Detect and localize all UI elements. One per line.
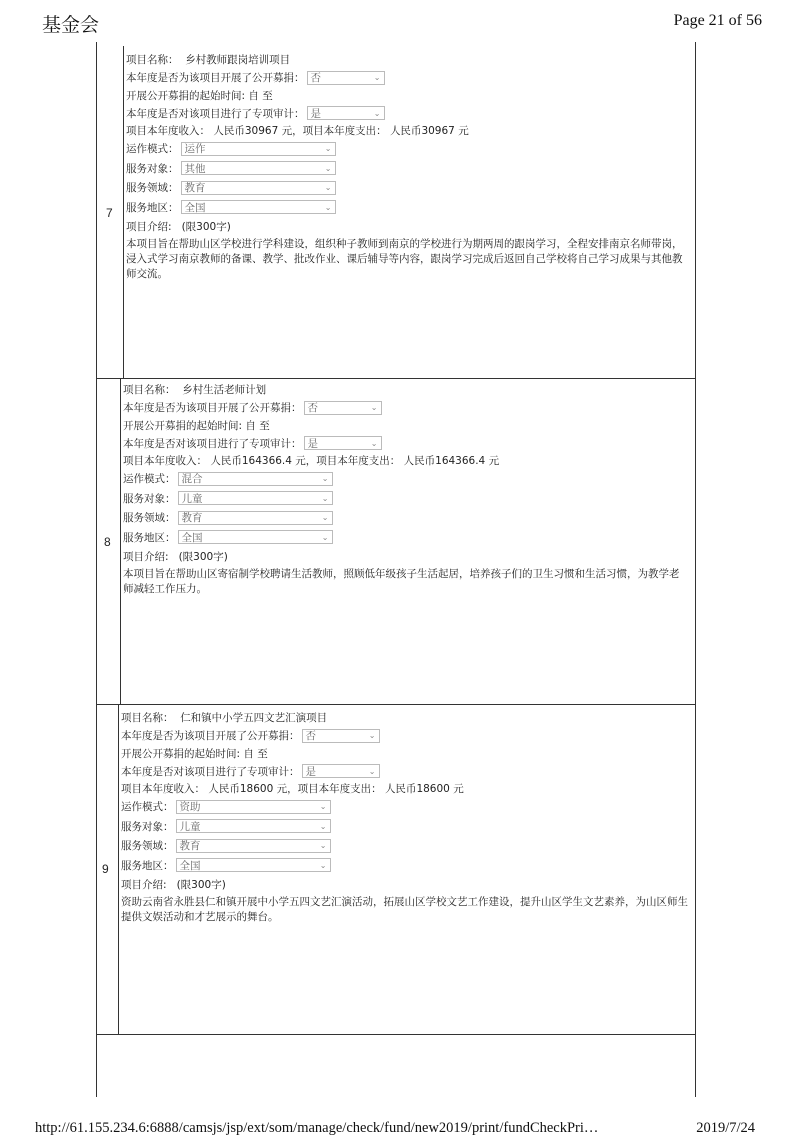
field-row: 服务领域： 教育 ⌄: [126, 178, 686, 198]
audit-select[interactable]: 是 ⌄: [302, 764, 380, 778]
income-value: 30967: [244, 125, 279, 137]
expense-value: 18600: [416, 783, 450, 795]
row-number: 8: [104, 535, 111, 549]
audit-select[interactable]: 是 ⌄: [304, 436, 382, 450]
area-select[interactable]: 全国 ⌄: [181, 200, 336, 214]
mode-select[interactable]: 混合 ⌄: [178, 472, 333, 486]
area-row: 服务地区： 全国 ⌄: [123, 528, 688, 548]
project-name: 乡村生活老师计划: [182, 384, 267, 396]
mode-row: 运作模式： 混合 ⌄: [123, 469, 688, 489]
area-select[interactable]: 全国 ⌄: [176, 858, 331, 872]
project-block: [123, 382, 688, 597]
project-name-line: 项目名称： 乡村教师跟岗培训项目: [126, 54, 291, 66]
chevron-down-icon: ⌄: [370, 438, 378, 448]
mode-row: 运作模式： 资助 ⌄: [121, 797, 688, 817]
foundation-header-title: 基金会: [42, 14, 100, 36]
mode-select[interactable]: 运作 ⌄: [181, 142, 336, 156]
chevron-down-icon: ⌄: [368, 731, 376, 741]
target-select[interactable]: 其他 ⌄: [181, 161, 336, 175]
public-raise-row: 本年度是否为该项目开展了公开募捐： 否 ⌄: [126, 68, 686, 88]
project-description: 本项目旨在帮助山区学校进行学科建设，组织种子教师到南京的学校进行为期两周的跟岗学习，全程安排南京名师带岗，浸入式学习南京教师的备课、教学、批改作业、课后辅导等内容，跟岗学习完成后返回自己学校将自己学习成果与其他教师交流。: [126, 238, 683, 280]
row9-bottom: [96, 1034, 696, 1035]
chevron-down-icon: ⌄: [319, 821, 327, 831]
income-expense-line: 项目本年度收入： 人民币164366.4 元，项目本年度支出： 人民币164366.4 元: [123, 455, 500, 467]
income-expense-line: 项目本年度收入： 人民币30967 元，项目本年度支出： 人民币30967 元: [126, 125, 469, 137]
public-raise-select[interactable]: 否 ⌄: [302, 729, 380, 743]
raise-time-line: 开展公开募捐的起始时间: 自 至: [123, 419, 270, 432]
field-select[interactable]: 教育 ⌄: [178, 511, 333, 525]
row-number: 9: [102, 862, 109, 876]
intro-label: 项目介绍: (限300字): [121, 879, 226, 891]
public-raise-row: 本年度是否为该项目开展了公开募捐： 否 ⌄: [123, 398, 688, 418]
public-raise-select[interactable]: 否 ⌄: [307, 71, 385, 85]
chevron-down-icon: ⌄: [321, 493, 329, 503]
page-number: Page 21 of 56: [673, 12, 762, 29]
chevron-down-icon: ⌄: [373, 108, 381, 118]
audit-row: 本年度是否对该项目进行了专项审计： 是 ⌄: [126, 104, 686, 124]
chevron-down-icon: ⌄: [370, 403, 378, 413]
chevron-down-icon: ⌄: [324, 183, 332, 193]
income-value: 18600: [239, 783, 274, 795]
chevron-down-icon: ⌄: [319, 802, 327, 812]
public-raise-row: 本年度是否为该项目开展了公开募捐： 否 ⌄: [121, 726, 688, 746]
income-value: 164366.4: [241, 455, 292, 467]
target-select[interactable]: 儿童 ⌄: [176, 819, 331, 833]
chevron-down-icon: ⌄: [368, 766, 376, 776]
row8-divider: [120, 378, 121, 704]
intro-label: 项目介绍: (限300字): [126, 221, 231, 233]
audit-select[interactable]: 是 ⌄: [307, 106, 385, 120]
footer-date: 2019/7/24: [696, 1120, 755, 1136]
public-raise-select[interactable]: 否 ⌄: [304, 401, 382, 415]
row-number: 7: [106, 206, 113, 220]
expense-value: 30967: [421, 125, 455, 137]
target-row: 服务对象： 儿童 ⌄: [121, 817, 688, 837]
field-select[interactable]: 教育 ⌄: [181, 181, 336, 195]
row8-bottom: [96, 704, 696, 705]
table-right-border: [695, 42, 696, 1097]
project-description: 本项目旨在帮助山区寄宿制学校聘请生活教师，照顾低年级孩子生活起居，培养孩子们的卫生习惯和生活习惯，为教学老师减轻工作压力。: [123, 568, 680, 595]
chevron-down-icon: ⌄: [324, 202, 332, 212]
project-description: 资助云南省永胜县仁和镇开展中小学五四文艺汇演活动，拓展山区学校文艺工作建设，提升山区学生文艺素养，为山区师生提供文娱活动和才艺展示的舞台。: [121, 896, 688, 923]
project-block: [126, 52, 686, 282]
project-name: 仁和镇中小学五四文艺汇演项目: [180, 712, 328, 724]
chevron-down-icon: ⌄: [319, 860, 327, 870]
chevron-down-icon: ⌄: [321, 474, 329, 484]
project-name-line: 项目名称： 乡村生活老师计划: [123, 384, 267, 396]
target-row: 服务对象： 其他 ⌄: [126, 159, 686, 179]
expense-value: 164366.4: [435, 455, 486, 467]
chevron-down-icon: ⌄: [321, 513, 329, 523]
target-select[interactable]: 儿童 ⌄: [178, 491, 333, 505]
intro-label: 项目介绍: (限300字): [123, 551, 228, 563]
field-row: 服务领域： 教育 ⌄: [123, 508, 688, 528]
field-row: 服务领域： 教育 ⌄: [121, 836, 688, 856]
target-row: 服务对象： 儿童 ⌄: [123, 489, 688, 509]
row7-bottom: [96, 378, 696, 379]
project-block: [121, 710, 688, 925]
table-left-border: [96, 42, 97, 1097]
field-select[interactable]: 教育 ⌄: [176, 839, 331, 853]
audit-row: 本年度是否对该项目进行了专项审计： 是 ⌄: [121, 762, 688, 782]
mode-row: 运作模式： 运作 ⌄: [126, 139, 686, 159]
area-row: 服务地区： 全国 ⌄: [121, 856, 688, 876]
chevron-down-icon: ⌄: [324, 163, 332, 173]
income-expense-line: 项目本年度收入： 人民币18600 元，项目本年度支出： 人民币18600 元: [121, 783, 464, 795]
raise-time-line: 开展公开募捐的起始时间: 自 至: [126, 89, 273, 102]
project-name-line: 项目名称： 仁和镇中小学五四文艺汇演项目: [121, 712, 328, 724]
mode-select[interactable]: 资助 ⌄: [176, 800, 331, 814]
chevron-down-icon: ⌄: [324, 144, 332, 154]
raise-time-line: 开展公开募捐的起始时间: 自 至: [121, 747, 268, 760]
project-name: 乡村教师跟岗培训项目: [185, 54, 291, 66]
row7-divider: [123, 46, 124, 378]
chevron-down-icon: ⌄: [321, 532, 329, 542]
chevron-down-icon: ⌄: [373, 73, 381, 83]
area-select[interactable]: 全国 ⌄: [178, 530, 333, 544]
footer-url: http://61.155.234.6:6888/camsjs/jsp/ext/som/manage/check/fund/new2019/print/fundCheckPri…: [35, 1120, 599, 1136]
row9-divider: [118, 704, 119, 1034]
chevron-down-icon: ⌄: [319, 841, 327, 851]
area-row: 服务地区： 全国 ⌄: [126, 198, 686, 218]
audit-row: 本年度是否对该项目进行了专项审计： 是 ⌄: [123, 434, 688, 454]
